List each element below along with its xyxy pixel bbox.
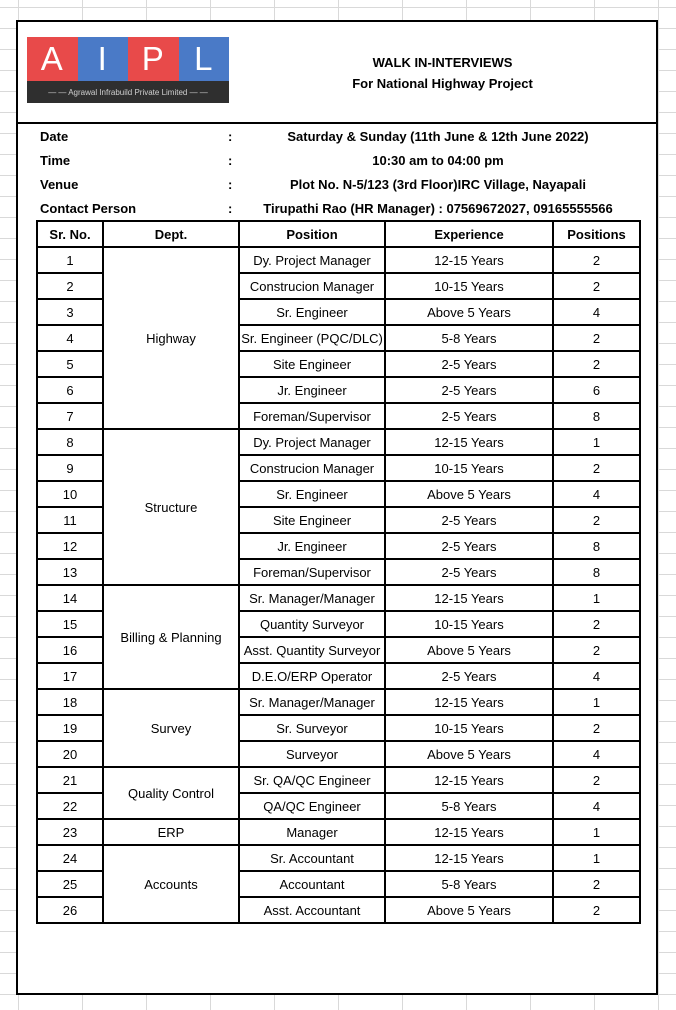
- info-colon: :: [228, 201, 233, 216]
- info-value: Tirupathi Rao (HR Manager) : 07569672027, 09165555566: [263, 201, 613, 216]
- position-cell: Sr. Engineer: [239, 481, 385, 507]
- position-cell: Dy. Project Manager: [239, 247, 385, 273]
- sheet-header: [18, 22, 656, 124]
- header-experience: Experience: [385, 221, 553, 247]
- positions-count-cell: 8: [553, 559, 640, 585]
- table-row: [37, 689, 640, 715]
- positions-count-cell: 4: [553, 793, 640, 819]
- logo-letter-l: L: [179, 37, 230, 81]
- position-cell: Sr. Engineer (PQC/DLC): [239, 325, 385, 351]
- logo-letter-i: I: [78, 37, 129, 81]
- positions-count-cell: 1: [553, 429, 640, 455]
- position-cell: Construcion Manager: [239, 455, 385, 481]
- position-cell: Asst. Quantity Surveyor: [239, 637, 385, 663]
- sr-no-cell: 5: [37, 351, 103, 377]
- positions-count-cell: 2: [553, 897, 640, 923]
- experience-cell: Above 5 Years: [385, 897, 553, 923]
- positions-count-cell: 4: [553, 299, 640, 325]
- positions-count-cell: 8: [553, 403, 640, 429]
- position-cell: Accountant: [239, 871, 385, 897]
- table-row: [37, 585, 640, 611]
- experience-cell: 5-8 Years: [385, 871, 553, 897]
- positions-count-cell: 2: [553, 247, 640, 273]
- experience-cell: 5-8 Years: [385, 325, 553, 351]
- position-cell: Sr. Manager/Manager: [239, 689, 385, 715]
- recruitment-sheet: [16, 20, 658, 995]
- positions-count-cell: 2: [553, 611, 640, 637]
- experience-cell: Above 5 Years: [385, 637, 553, 663]
- position-cell: Sr. Accountant: [239, 845, 385, 871]
- logo-tagline: — — Agrawal Infrabuild Private Limited — —: [27, 81, 229, 103]
- header-position: Position: [239, 221, 385, 247]
- sr-no-cell: 19: [37, 715, 103, 741]
- sr-no-cell: 9: [37, 455, 103, 481]
- position-cell: Jr. Engineer: [239, 377, 385, 403]
- sr-no-cell: 7: [37, 403, 103, 429]
- experience-cell: 2-5 Years: [385, 533, 553, 559]
- company-logo: [27, 37, 229, 103]
- experience-cell: 2-5 Years: [385, 663, 553, 689]
- logo-letter-a: A: [27, 37, 78, 81]
- experience-cell: Above 5 Years: [385, 299, 553, 325]
- position-cell: D.E.O/ERP Operator: [239, 663, 385, 689]
- positions-count-cell: 1: [553, 819, 640, 845]
- sr-no-cell: 6: [37, 377, 103, 403]
- info-label: Date: [40, 129, 69, 144]
- sr-no-cell: 26: [37, 897, 103, 923]
- position-cell: Sr. Manager/Manager: [239, 585, 385, 611]
- position-cell: Foreman/Supervisor: [239, 403, 385, 429]
- experience-cell: 2-5 Years: [385, 403, 553, 429]
- sr-no-cell: 25: [37, 871, 103, 897]
- table-row: [37, 767, 640, 793]
- logo-letters: [27, 37, 229, 81]
- positions-count-cell: 4: [553, 481, 640, 507]
- header-sr-no: Sr. No.: [37, 221, 103, 247]
- info-row-date: [18, 124, 656, 148]
- header-positions: Positions: [553, 221, 640, 247]
- experience-cell: Above 5 Years: [385, 741, 553, 767]
- sr-no-cell: 20: [37, 741, 103, 767]
- experience-cell: 12-15 Years: [385, 585, 553, 611]
- positions-count-cell: 2: [553, 325, 640, 351]
- positions-count-cell: 1: [553, 689, 640, 715]
- experience-cell: 5-8 Years: [385, 793, 553, 819]
- positions-count-cell: 2: [553, 273, 640, 299]
- positions-count-cell: 2: [553, 507, 640, 533]
- experience-cell: 12-15 Years: [385, 247, 553, 273]
- experience-cell: 12-15 Years: [385, 767, 553, 793]
- info-row-venue: [18, 172, 656, 196]
- info-value: Saturday & Sunday (11th June & 12th June 2022): [287, 129, 589, 144]
- positions-count-cell: 4: [553, 741, 640, 767]
- experience-cell: 2-5 Years: [385, 377, 553, 403]
- department-cell: Survey: [103, 689, 239, 767]
- department-cell: Accounts: [103, 845, 239, 923]
- sr-no-cell: 15: [37, 611, 103, 637]
- info-value: Plot No. N-5/123 (3rd Floor)IRC Village, Nayapali: [290, 177, 586, 192]
- department-cell: ERP: [103, 819, 239, 845]
- experience-cell: 2-5 Years: [385, 559, 553, 585]
- table-body: [37, 247, 640, 923]
- experience-cell: 12-15 Years: [385, 845, 553, 871]
- sr-no-cell: 1: [37, 247, 103, 273]
- position-cell: Asst. Accountant: [239, 897, 385, 923]
- positions-count-cell: 2: [553, 351, 640, 377]
- sr-no-cell: 21: [37, 767, 103, 793]
- info-value: 10:30 am to 04:00 pm: [372, 153, 504, 168]
- title-block: [229, 52, 656, 94]
- positions-table: [36, 220, 641, 924]
- position-cell: Quantity Surveyor: [239, 611, 385, 637]
- logo-letter-p: P: [128, 37, 179, 81]
- info-label: Contact Person: [40, 201, 137, 216]
- department-cell: Highway: [103, 247, 239, 429]
- position-cell: Sr. Surveyor: [239, 715, 385, 741]
- table-header-row: [37, 221, 640, 247]
- experience-cell: 10-15 Years: [385, 715, 553, 741]
- info-label: Venue: [40, 177, 79, 192]
- interview-details: [18, 124, 656, 220]
- positions-count-cell: 4: [553, 663, 640, 689]
- department-cell: Structure: [103, 429, 239, 585]
- position-cell: Dy. Project Manager: [239, 429, 385, 455]
- info-colon: :: [228, 153, 233, 168]
- position-cell: Foreman/Supervisor: [239, 559, 385, 585]
- positions-count-cell: 2: [553, 871, 640, 897]
- experience-cell: 10-15 Years: [385, 273, 553, 299]
- experience-cell: 10-15 Years: [385, 611, 553, 637]
- experience-cell: 2-5 Years: [385, 507, 553, 533]
- sr-no-cell: 2: [37, 273, 103, 299]
- positions-count-cell: 1: [553, 845, 640, 871]
- table-row: [37, 247, 640, 273]
- position-cell: Surveyor: [239, 741, 385, 767]
- positions-count-cell: 2: [553, 767, 640, 793]
- experience-cell: 12-15 Years: [385, 429, 553, 455]
- positions-count-cell: 2: [553, 637, 640, 663]
- department-cell: Billing & Planning: [103, 585, 239, 689]
- sr-no-cell: 24: [37, 845, 103, 871]
- sr-no-cell: 22: [37, 793, 103, 819]
- position-cell: Jr. Engineer: [239, 533, 385, 559]
- sr-no-cell: 11: [37, 507, 103, 533]
- page-title: WALK IN-INTERVIEWS: [372, 55, 513, 70]
- sr-no-cell: 18: [37, 689, 103, 715]
- position-cell: Manager: [239, 819, 385, 845]
- header-dept: Dept.: [103, 221, 239, 247]
- sr-no-cell: 14: [37, 585, 103, 611]
- position-cell: Site Engineer: [239, 351, 385, 377]
- sr-no-cell: 3: [37, 299, 103, 325]
- position-cell: Construcion Manager: [239, 273, 385, 299]
- table-row: [37, 429, 640, 455]
- positions-count-cell: 6: [553, 377, 640, 403]
- position-cell: Sr. Engineer: [239, 299, 385, 325]
- positions-count-cell: 1: [553, 585, 640, 611]
- positions-count-cell: 2: [553, 715, 640, 741]
- info-row-time: [18, 148, 656, 172]
- sr-no-cell: 13: [37, 559, 103, 585]
- position-cell: Site Engineer: [239, 507, 385, 533]
- sr-no-cell: 4: [37, 325, 103, 351]
- positions-count-cell: 2: [553, 455, 640, 481]
- experience-cell: Above 5 Years: [385, 481, 553, 507]
- sr-no-cell: 10: [37, 481, 103, 507]
- sr-no-cell: 23: [37, 819, 103, 845]
- experience-cell: 12-15 Years: [385, 819, 553, 845]
- sr-no-cell: 17: [37, 663, 103, 689]
- sr-no-cell: 8: [37, 429, 103, 455]
- info-label: Time: [40, 153, 71, 168]
- department-cell: Quality Control: [103, 767, 239, 819]
- info-colon: :: [228, 177, 233, 192]
- sr-no-cell: 12: [37, 533, 103, 559]
- experience-cell: 2-5 Years: [385, 351, 553, 377]
- positions-count-cell: 8: [553, 533, 640, 559]
- table-row: [37, 819, 640, 845]
- sr-no-cell: 16: [37, 637, 103, 663]
- experience-cell: 10-15 Years: [385, 455, 553, 481]
- position-cell: QA/QC Engineer: [239, 793, 385, 819]
- info-row-contact: [18, 196, 656, 220]
- info-colon: :: [228, 129, 233, 144]
- position-cell: Sr. QA/QC Engineer: [239, 767, 385, 793]
- page-subtitle: For National Highway Project: [352, 76, 533, 91]
- experience-cell: 12-15 Years: [385, 689, 553, 715]
- table-row: [37, 845, 640, 871]
